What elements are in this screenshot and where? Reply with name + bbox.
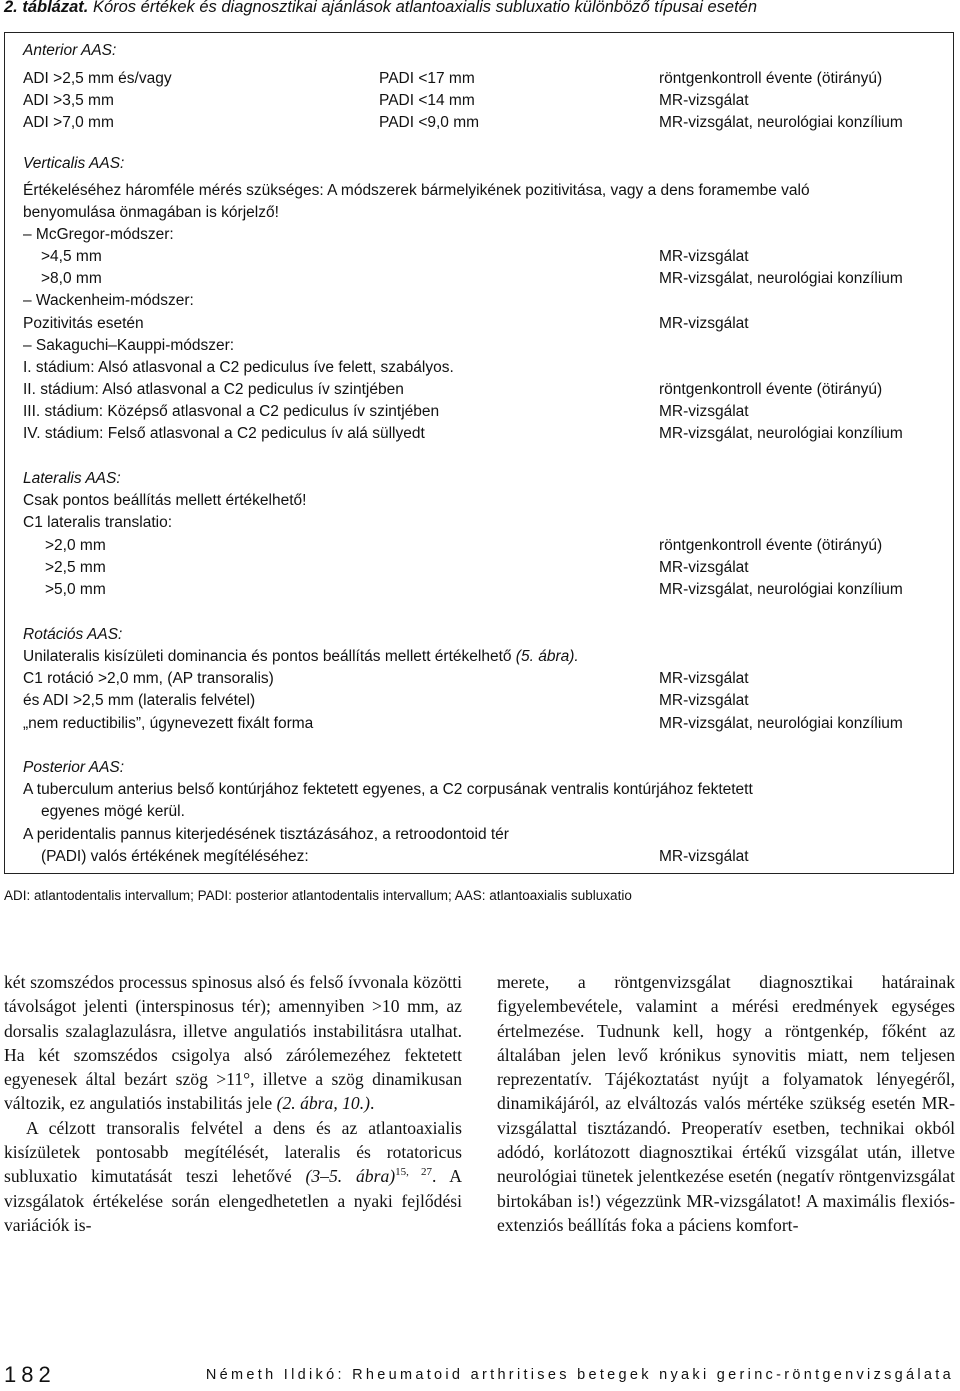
rotacios-r2-a: és ADI >2,5 mm (lateralis felvétel)	[23, 692, 256, 709]
left-p2-ref: (3–5. ábra)	[305, 1166, 396, 1187]
anterior-r3-c: MR-vizsgálat, neurológiai konzílium	[659, 114, 903, 131]
rotacios-r1-c: MR-vizsgálat	[659, 670, 749, 687]
posterior-heading: Posterior AAS:	[23, 759, 125, 776]
anterior-r3-a: ADI >7,0 mm	[23, 114, 114, 131]
sakaguchi-r4-a: IV. stádium: Felső atlasvonal a C2 pediculus ív alá süllyedt	[23, 425, 425, 442]
left-p1-text: két szomszédos processus spinosus alsó és felső ívvonala közötti távolságot jelenti (interspinosus tér); amennyiben >10 mm, az dorsalis szalaglazulásra, illetve angulatiós instabilitásra utalhat. Ha két szomszédos csigolya alsó zárólemezéhez fektetett egyenesek által bezárt szög >11°, illetve a szög dinamikusan változik, ez angulatiós instabilitás jele	[4, 972, 462, 1114]
lateralis-r2-c: MR-vizsgálat	[659, 559, 749, 576]
lateralis-r1-a: >2,0 mm	[45, 537, 106, 554]
page-number: 182	[4, 1362, 56, 1387]
verticalis-intro-1: Értékeléséhez háromféle mérés szükséges: A módszerek bármelyikének pozitivitása, vagy a dens foramembe való	[23, 182, 810, 199]
wackenheim-r1-a: Pozitivitás esetén	[23, 315, 144, 332]
left-paragraph-1	[4, 970, 462, 1116]
posterior-line-3: A peridentalis pannus kiterjedésének tisztázásához, a retroodontoid tér	[23, 826, 509, 843]
lateralis-r3-c: MR-vizsgálat, neurológiai konzílium	[659, 581, 903, 598]
mcgregor-r1-a: >4,5 mm	[41, 248, 102, 265]
caption-label: 2. táblázat.	[4, 0, 89, 16]
posterior-line-4-c: MR-vizsgálat	[659, 848, 749, 865]
anterior-r3-b: PADI <9,0 mm	[379, 114, 480, 131]
lateralis-r1-c: röntgenkontroll évente (ötirányú)	[659, 537, 883, 554]
anterior-r1-a: ADI >2,5 mm és/vagy	[23, 70, 172, 87]
mcgregor-r2-a: >8,0 mm	[41, 270, 102, 287]
mcgregor-r1-c: MR-vizsgálat	[659, 248, 749, 265]
posterior-line-1: A tuberculum anterius belső kontúrjához fektetett egyenes, a C2 corpusának ventralis kontúrjához fektetett	[23, 781, 753, 798]
lateralis-note: Csak pontos beállítás mellett értékelhető!	[23, 492, 307, 509]
sakaguchi-r3-c: MR-vizsgálat	[659, 403, 749, 420]
wackenheim-r1-c: MR-vizsgálat	[659, 315, 749, 332]
right-paragraph-1: merete, a röntgenvizsgálat diagnosztikai határainak figyelembevétele, valamint a mérési eredmények egységes értelmezése. Tudnunk kell, hogy a röntgenkép, főként az általában jelen levő krónikus synovitis miatt, nem teljesen reprezentatív. Tájékoztatást nyújt a folyamatok lényegéről, dinamikájáról, az elváltozás valós mértéke szükség esetén MR-vizsgálattal tisztázandó. Preoperatív esetben, technikai okból adódó, korlátozott diagnosztikai értékű vizsgálat után, illetve neurológiai tünetek jelentkezése esetén (negatív röntgenvizsgálat birtokában is!) végezzünk MR-vizsgálatot! A maximális flexiós-extenziós beállítás foka a páciens komfort-	[497, 972, 955, 1235]
wackenheim-label: – Wackenheim-módszer:	[23, 292, 194, 309]
sakaguchi-r2-c: röntgenkontroll évente (ötirányú)	[659, 381, 883, 398]
lateralis-heading: Lateralis AAS:	[23, 470, 121, 487]
anterior-r1-b: PADI <17 mm	[379, 70, 475, 87]
rotacios-r3-c: MR-vizsgálat, neurológiai konzílium	[659, 715, 903, 732]
anterior-r2-b: PADI <14 mm	[379, 92, 475, 109]
lateralis-r2-a: >2,5 mm	[45, 559, 106, 576]
rotacios-heading: Rotációs AAS:	[23, 626, 123, 643]
anterior-r2-c: MR-vizsgálat	[659, 92, 749, 109]
anterior-r1-c: röntgenkontroll évente (ötirányú)	[659, 70, 883, 87]
rotacios-note-ref: (5. ábra).	[511, 648, 579, 665]
sakaguchi-r4-c: MR-vizsgálat, neurológiai konzílium	[659, 425, 903, 442]
posterior-line-4: (PADI) valós értékének megítéléséhez:	[41, 848, 309, 865]
verticalis-intro-2: benyomulása önmagában is kórjelző!	[23, 204, 279, 221]
left-p1-end: .	[369, 1093, 375, 1114]
anterior-heading: Anterior AAS:	[23, 42, 117, 59]
rotacios-r1-a: C1 rotáció >2,0 mm, (AP transoralis)	[23, 670, 274, 687]
caption-title: Kóros értékek és diagnosztikai ajánlások atlantoaxialis subluxatio különböző típusai esetén	[88, 0, 758, 16]
rotacios-r2-c: MR-vizsgálat	[659, 692, 749, 709]
left-p2-text-a: A célzott transoralis felvétel a dens és az atlantoaxialis kisízületek pontosabb megítélését, lateralis és rotatoricus subluxatio kimutatását teszi lehetővé	[4, 1117, 462, 1187]
body-column-right	[497, 970, 955, 1237]
anterior-r2-a: ADI >3,5 mm	[23, 92, 114, 109]
verticalis-heading: Verticalis AAS:	[23, 155, 125, 172]
body-column-left	[4, 970, 462, 1237]
table-caption	[4, 0, 757, 17]
running-title: Németh Ildikó: Rheumatoid arthritises betegek nyaki gerinc-röntgenvizsgálata	[205, 1367, 954, 1383]
rotacios-note	[23, 647, 579, 667]
lateralis-sub: C1 lateralis translatio:	[23, 514, 173, 531]
sakaguchi-label: – Sakaguchi–Kauppi-módszer:	[23, 337, 235, 354]
posterior-line-2: egyenes mögé kerül.	[41, 803, 185, 820]
left-p2-text-b: . A vizsgálatok értékelése során elengedhetetlen a nyaki fejlődési variációk is-	[4, 1166, 462, 1235]
rotacios-r3-a: „nem reductibilis”, úgynevezett fixált forma	[23, 715, 314, 732]
sakaguchi-r2-a: II. stádium: Alsó atlasvonal a C2 pediculus ív szintjében	[23, 381, 404, 398]
sakaguchi-r3-a: III. stádium: Középső atlasvonal a C2 pediculus ív szintjében	[23, 403, 440, 420]
rotacios-note-text: Unilateralis kisízületi dominancia és pontos beállítás mellett értékelhető	[23, 648, 512, 665]
mcgregor-r2-c: MR-vizsgálat, neurológiai konzílium	[659, 270, 903, 287]
left-paragraph-2	[4, 1116, 462, 1237]
table-2	[4, 32, 954, 874]
mcgregor-label: – McGregor-módszer:	[23, 226, 174, 243]
left-p2-citation: 15, 27	[395, 1166, 433, 1179]
table-footnote: ADI: atlantodentalis intervallum; PADI: posterior atlantodentalis intervallum; AAS: atlantoaxialis subluxatio	[4, 888, 632, 903]
sakaguchi-r1-a: I. stádium: Alsó atlasvonal a C2 pediculus íve felett, szabályos.	[23, 359, 454, 376]
lateralis-r3-a: >5,0 mm	[45, 581, 106, 598]
left-p1-ref: (2. ábra, 10.)	[276, 1093, 370, 1114]
